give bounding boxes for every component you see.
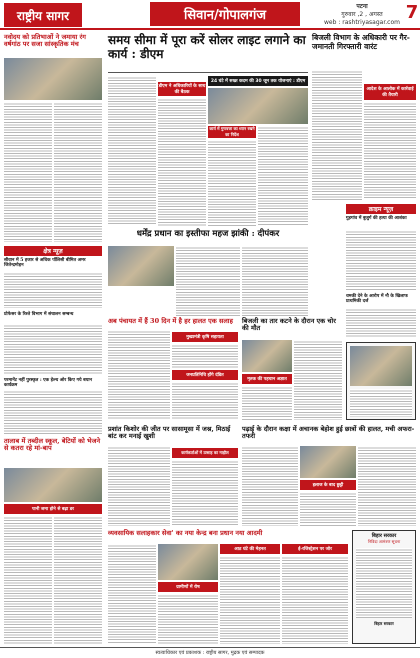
faint-body-1 bbox=[242, 446, 298, 526]
crime-body-2 bbox=[346, 308, 416, 338]
lead-subhead: 24 घंटे में सख्त कदम की 30 जून तक योजनाएं : डीएम bbox=[208, 76, 308, 86]
photo-navodaya bbox=[4, 58, 102, 100]
bottom-body-4 bbox=[282, 556, 348, 644]
faint-box: इलाज के बाद छुट्टी bbox=[300, 480, 356, 490]
headline-electricity-warrant: बिजली विभाग के अधिकारी पर गैर-जमानती गिरफ्तारी वारंट bbox=[312, 33, 410, 51]
tender-table bbox=[356, 548, 412, 618]
section-title: सिवान/गोपालगंज bbox=[150, 2, 300, 26]
school-pond-body-1 bbox=[4, 516, 52, 644]
photo-bottom bbox=[158, 544, 218, 580]
masthead-city: पटना bbox=[356, 3, 368, 10]
crime-item-2: धमकी देने के आरोप में नौ के खिलाफ प्राथमिकी दर्ज bbox=[346, 294, 408, 305]
brief-item-1: सीवान में 5 हजार से अधिक पॉलिसी बीमित अमर जितेन्द्रमोहन bbox=[4, 258, 86, 269]
warrant-box: आदेश के आलोक में कार्रवाई की तैयारी bbox=[364, 84, 416, 100]
tender-notice bbox=[352, 530, 416, 644]
tender-subtitle: निविदा आमंत्रण सूचना bbox=[367, 539, 401, 544]
headline-panchayat: अब पंचायत में हैं 30 दिन में है हर हालत एक सलाह bbox=[108, 317, 233, 325]
tender-title: बिहार सरकार bbox=[371, 533, 397, 539]
article-navodaya-body-2 bbox=[54, 102, 102, 242]
lead-headline: समय सीमा में पूरा करें सोलर लाइट लगाने का कार्य : डीएम bbox=[108, 33, 306, 61]
lead-body-3 bbox=[208, 140, 256, 226]
ad-text-1 bbox=[350, 389, 412, 417]
lead-body-4 bbox=[258, 126, 308, 226]
crime-item-1: गुड़गांव में बुजुर्ग की हत्या की आशंका bbox=[346, 216, 407, 221]
headline-navodaya: नवोदय को प्रतिभाओं ने जमाया रंग वर्षगांठ पर सजा सांस्कृतिक मंच bbox=[4, 33, 86, 49]
masthead-date: गुरुवार ,2 , अगस्त bbox=[341, 11, 383, 18]
headline-prashant: प्रशांत किशोर की जीत पर सासामूसा में जश्न, मिठाई बांट कर मनाई खुशी bbox=[108, 425, 231, 441]
thief-body-1 bbox=[294, 340, 342, 420]
dharmendra-body-1 bbox=[176, 246, 240, 316]
headline-bottom: व्यवसायिक सलाहकार सेवा' का नया केन्द्र बना प्रधान नया आदमी bbox=[108, 529, 263, 537]
ad-box-1 bbox=[346, 342, 416, 420]
headline-thief-death: बिजली का तार कटने के दौरान एक चोर की मौत bbox=[242, 317, 336, 333]
bottom-box-3: ई-रजिस्ट्रेशन पर जोर bbox=[282, 544, 348, 554]
thief-body-2 bbox=[242, 386, 292, 420]
panchayat-body-1 bbox=[108, 330, 170, 420]
headline-dharmendra: धर्मेंद्र प्रधान का इस्तीफा महज झांकी : दीपंकर bbox=[136, 229, 280, 239]
school-pond-body-2 bbox=[54, 516, 102, 644]
prashant-body-1 bbox=[108, 446, 170, 526]
page-number: 7 bbox=[405, 2, 419, 23]
warrant-body-1 bbox=[312, 70, 362, 200]
brief-item-2: प्रोफेसर के रिश्ते विभाग में संचालन सम्बन्ध bbox=[4, 312, 74, 317]
masthead-web: web : rashtriyasagar.com bbox=[324, 19, 400, 26]
photo-lead bbox=[208, 88, 308, 124]
date-block bbox=[320, 3, 404, 27]
prashant-box: कार्यकर्ताओं में उत्साह का माहौल bbox=[172, 448, 238, 458]
brief-label: क्षेत्र न्यूज़ bbox=[4, 246, 102, 256]
photo-school-pond bbox=[4, 468, 102, 502]
headline-student-faint: पढ़ाई के दौरान कक्षा में अचानक बेहोश हुई छात्रों की हालत, मची अफरा-तफरी bbox=[242, 425, 415, 441]
warrant-body-2 bbox=[364, 102, 416, 200]
faint-body-3 bbox=[358, 446, 416, 526]
bottom-body-3 bbox=[220, 556, 280, 644]
bottom-box-1: ग्रामीणों में रोष bbox=[158, 582, 218, 592]
bottom-body-1 bbox=[108, 544, 156, 644]
ad-image-1 bbox=[350, 346, 412, 386]
brief-body-1 bbox=[4, 272, 102, 308]
crime-body-1 bbox=[346, 230, 416, 290]
bottom-box-2: आठ घंटे की मेहनत bbox=[220, 544, 280, 554]
tender-footer: बिहार सरकार bbox=[374, 621, 394, 626]
prashant-body-2 bbox=[172, 460, 238, 526]
lead-box-2: कार्य में गुणवत्ता का ध्यान रखने का निर्देश bbox=[209, 126, 255, 137]
headline-school-pond: तालाब में तब्दील स्कूल, बेटियों को भेजने से कतरा रहे मां-बाप bbox=[4, 437, 101, 453]
article-navodaya-body bbox=[4, 102, 52, 242]
photo-faint bbox=[300, 446, 356, 478]
lead-body-1 bbox=[108, 76, 156, 226]
photo-thief bbox=[242, 340, 292, 372]
panchayat-box-2: जनप्रतिनिधि होंगे दंडित bbox=[172, 370, 238, 380]
school-pond-box: पानी जमा होने से बढ़ा डर bbox=[4, 504, 102, 514]
panchayat-body-3 bbox=[172, 382, 238, 420]
bottom-body-2 bbox=[158, 594, 218, 644]
lead-body-2 bbox=[158, 98, 206, 226]
footer-imprint: स्वत्वाधिकार एवं प्रकाशक : राष्ट्रीय सागर, मुद्रक एवं सम्पादक bbox=[155, 650, 265, 656]
lead-divider bbox=[108, 72, 308, 73]
panchayat-body-2 bbox=[172, 344, 238, 368]
panchayat-box-1: मुख्यमंत्री कृषि सहायता bbox=[172, 332, 238, 342]
lead-box-1: डीएम ने अधिकारियों के साथ की बैठक bbox=[158, 84, 206, 95]
newspaper-brand: राष्ट्रीय सागर bbox=[4, 3, 82, 27]
brief-body-3 bbox=[4, 390, 102, 434]
crime-label: क्राइम न्यूज़ bbox=[346, 204, 416, 214]
brief-body-2 bbox=[4, 324, 102, 374]
dharmendra-body-2 bbox=[242, 246, 308, 316]
photo-dharmendra bbox=[108, 246, 174, 286]
faint-body-2 bbox=[300, 492, 356, 526]
thief-box: मृतक की पहचान अज्ञात bbox=[242, 374, 292, 384]
brief-item-3: परमानेंट नहीं पुरस्कृत : एक हेल्थ ओर किए गये बयान कार्यक्रम bbox=[4, 378, 92, 389]
